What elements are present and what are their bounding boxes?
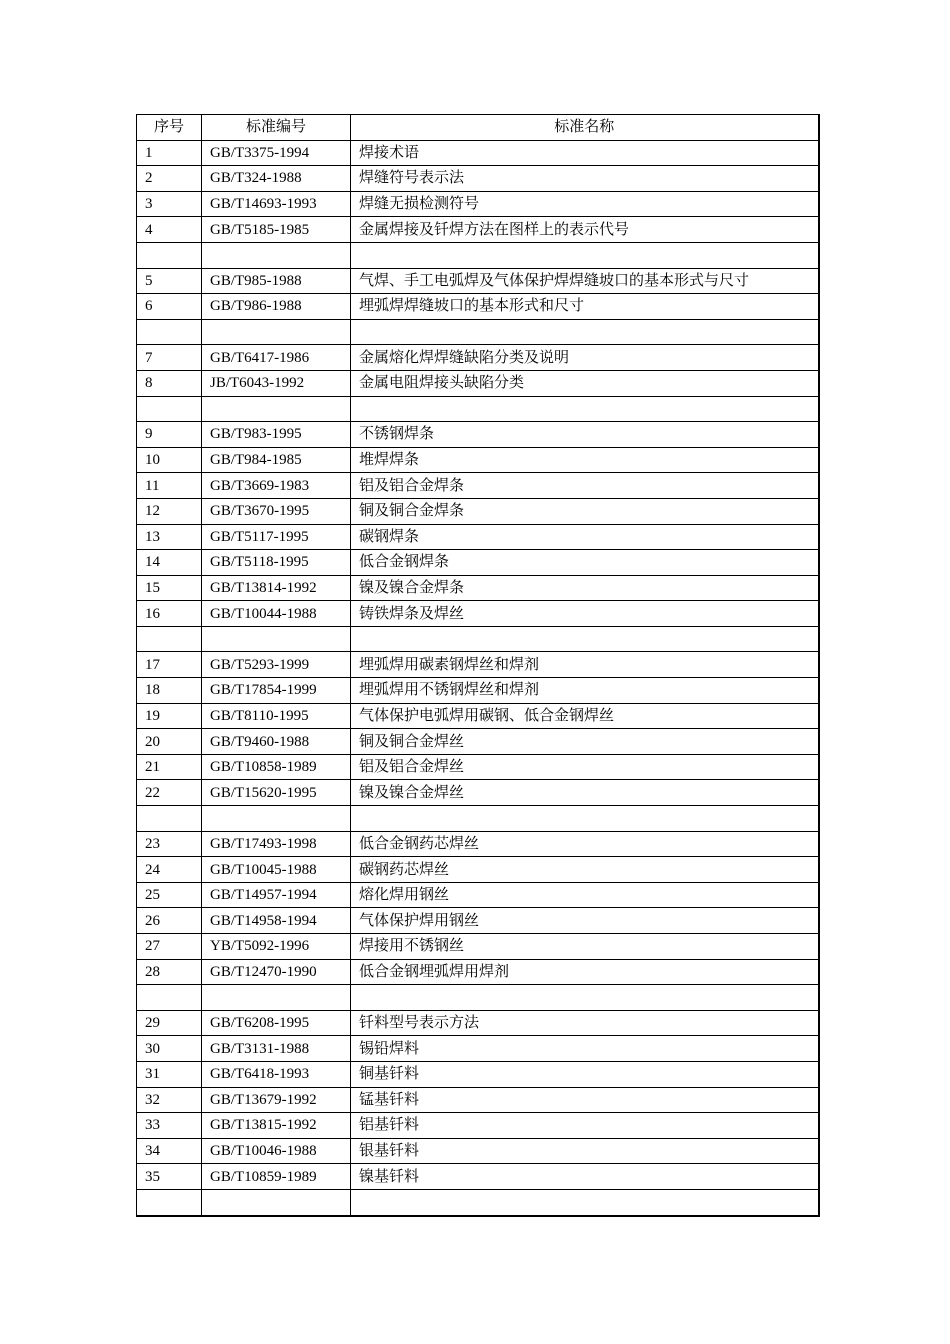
cell-name: 铜及铜合金焊条 (351, 498, 819, 524)
cell-code: GB/T13815-1992 (202, 1113, 351, 1139)
cell-code: GB/T985-1988 (202, 268, 351, 294)
table-row (137, 1036, 819, 1062)
cell-index (137, 319, 202, 345)
cell-name: 铜基钎料 (351, 1061, 819, 1087)
cell-index: 2 (137, 166, 202, 192)
cell-code: GB/T15620-1995 (202, 780, 351, 806)
cell-index: 26 (137, 908, 202, 934)
table-body (137, 140, 819, 1215)
cell-name: 铝及铝合金焊丝 (351, 754, 819, 780)
cell-code: GB/T5293-1999 (202, 652, 351, 678)
cell-index: 18 (137, 678, 202, 704)
cell-index: 24 (137, 857, 202, 883)
cell-index: 33 (137, 1113, 202, 1139)
cell-index: 3 (137, 191, 202, 217)
table-row (137, 422, 819, 448)
cell-name: 埋弧焊用不锈钢焊丝和焊剂 (351, 678, 819, 704)
table-row (137, 934, 819, 960)
cell-code: GB/T10859-1989 (202, 1164, 351, 1190)
table-row (137, 345, 819, 371)
cell-name: 铝及铝合金焊条 (351, 473, 819, 499)
cell-code: GB/T10045-1988 (202, 857, 351, 883)
table-row-blank (137, 626, 819, 652)
cell-name: 镍及镍合金焊条 (351, 575, 819, 601)
cell-index: 12 (137, 498, 202, 524)
table-row (137, 575, 819, 601)
cell-name: 不锈钢焊条 (351, 422, 819, 448)
cell-index: 11 (137, 473, 202, 499)
table-row (137, 473, 819, 499)
table-row-blank (137, 319, 819, 345)
table-row (137, 857, 819, 883)
cell-name (351, 1189, 819, 1215)
cell-name: 金属电阻焊接头缺陷分类 (351, 370, 819, 396)
cell-name: 熔化焊用钢丝 (351, 882, 819, 908)
table-row (137, 831, 819, 857)
table-row (137, 447, 819, 473)
cell-code: GB/T14693-1993 (202, 191, 351, 217)
table-row (137, 294, 819, 320)
table-row (137, 217, 819, 243)
cell-name: 焊接术语 (351, 140, 819, 166)
cell-code: GB/T3670-1995 (202, 498, 351, 524)
cell-code: GB/T10858-1989 (202, 754, 351, 780)
table-row (137, 678, 819, 704)
cell-index: 19 (137, 703, 202, 729)
cell-index: 22 (137, 780, 202, 806)
cell-index (137, 1189, 202, 1215)
table-row (137, 1138, 819, 1164)
table-row (137, 703, 819, 729)
cell-index: 15 (137, 575, 202, 601)
cell-name: 铝基钎料 (351, 1113, 819, 1139)
cell-name: 钎料型号表示方法 (351, 1010, 819, 1036)
table-row (137, 370, 819, 396)
cell-name (351, 242, 819, 268)
cell-index: 17 (137, 652, 202, 678)
table-row (137, 498, 819, 524)
cell-name: 低合金钢药芯焊丝 (351, 831, 819, 857)
cell-code: GB/T5185-1985 (202, 217, 351, 243)
table-row (137, 1113, 819, 1139)
cell-name: 镍及镍合金焊丝 (351, 780, 819, 806)
cell-name: 低合金钢焊条 (351, 550, 819, 576)
cell-index: 35 (137, 1164, 202, 1190)
cell-code: GB/T5117-1995 (202, 524, 351, 550)
cell-code: GB/T9460-1988 (202, 729, 351, 755)
cell-name (351, 396, 819, 422)
cell-code (202, 985, 351, 1011)
cell-code: JB/T6043-1992 (202, 370, 351, 396)
cell-index: 13 (137, 524, 202, 550)
cell-code: GB/T12470-1990 (202, 959, 351, 985)
cell-name (351, 806, 819, 832)
cell-index (137, 985, 202, 1011)
cell-code: GB/T14957-1994 (202, 882, 351, 908)
table-row (137, 524, 819, 550)
table-row (137, 601, 819, 627)
cell-name: 金属熔化焊焊缝缺陷分类及说明 (351, 345, 819, 371)
cell-name: 气焊、手工电弧焊及气体保护焊焊缝坡口的基本形式与尺寸 (351, 268, 819, 294)
standards-table (136, 114, 820, 1217)
cell-name: 锡铅焊料 (351, 1036, 819, 1062)
cell-index: 16 (137, 601, 202, 627)
cell-name (351, 985, 819, 1011)
cell-index: 31 (137, 1061, 202, 1087)
cell-code: GB/T14958-1994 (202, 908, 351, 934)
table-row (137, 550, 819, 576)
table-row (137, 166, 819, 192)
header-index: 序号 (137, 115, 202, 141)
cell-code: YB/T5092-1996 (202, 934, 351, 960)
cell-code (202, 242, 351, 268)
cell-name: 碳钢药芯焊丝 (351, 857, 819, 883)
cell-name: 埋弧焊用碳素钢焊丝和焊剂 (351, 652, 819, 678)
cell-index: 21 (137, 754, 202, 780)
cell-code (202, 396, 351, 422)
cell-index: 8 (137, 370, 202, 396)
cell-index: 32 (137, 1087, 202, 1113)
table-row (137, 729, 819, 755)
cell-index: 30 (137, 1036, 202, 1062)
table-row-blank (137, 1189, 819, 1215)
cell-name: 金属焊接及钎焊方法在图样上的表示代号 (351, 217, 819, 243)
cell-name: 镍基钎料 (351, 1164, 819, 1190)
cell-name: 铜及铜合金焊丝 (351, 729, 819, 755)
table-row-blank (137, 396, 819, 422)
cell-code: GB/T13679-1992 (202, 1087, 351, 1113)
cell-name: 焊接用不锈钢丝 (351, 934, 819, 960)
cell-code: GB/T10044-1988 (202, 601, 351, 627)
cell-index: 6 (137, 294, 202, 320)
cell-name: 焊缝符号表示法 (351, 166, 819, 192)
cell-name: 气体保护电弧焊用碳钢、低合金钢焊丝 (351, 703, 819, 729)
cell-code: GB/T3375-1994 (202, 140, 351, 166)
cell-index: 1 (137, 140, 202, 166)
cell-name: 焊缝无损检测符号 (351, 191, 819, 217)
cell-code: GB/T10046-1988 (202, 1138, 351, 1164)
cell-code: GB/T6208-1995 (202, 1010, 351, 1036)
header-code: 标准编号 (202, 115, 351, 141)
cell-name: 低合金钢埋弧焊用焊剂 (351, 959, 819, 985)
table-row (137, 191, 819, 217)
cell-index: 23 (137, 831, 202, 857)
cell-index: 9 (137, 422, 202, 448)
cell-index (137, 396, 202, 422)
cell-index: 29 (137, 1010, 202, 1036)
cell-name: 碳钢焊条 (351, 524, 819, 550)
cell-index: 5 (137, 268, 202, 294)
cell-index: 14 (137, 550, 202, 576)
cell-name: 堆焊焊条 (351, 447, 819, 473)
cell-name: 气体保护焊用钢丝 (351, 908, 819, 934)
cell-index (137, 806, 202, 832)
cell-index: 28 (137, 959, 202, 985)
cell-name: 锰基钎料 (351, 1087, 819, 1113)
table-row-blank (137, 806, 819, 832)
table-row (137, 652, 819, 678)
cell-index: 25 (137, 882, 202, 908)
cell-name: 银基钎料 (351, 1138, 819, 1164)
cell-index: 27 (137, 934, 202, 960)
cell-code: GB/T8110-1995 (202, 703, 351, 729)
cell-code: GB/T17493-1998 (202, 831, 351, 857)
cell-name: 埋弧焊焊缝坡口的基本形式和尺寸 (351, 294, 819, 320)
cell-name (351, 626, 819, 652)
cell-name (351, 319, 819, 345)
cell-code: GB/T986-1988 (202, 294, 351, 320)
cell-code: GB/T5118-1995 (202, 550, 351, 576)
cell-code: GB/T6417-1986 (202, 345, 351, 371)
table-row (137, 780, 819, 806)
cell-code: GB/T3669-1983 (202, 473, 351, 499)
cell-code: GB/T3131-1988 (202, 1036, 351, 1062)
cell-index (137, 626, 202, 652)
table-row (137, 959, 819, 985)
cell-code: GB/T983-1995 (202, 422, 351, 448)
table-row (137, 140, 819, 166)
cell-index (137, 242, 202, 268)
table-row-blank (137, 985, 819, 1011)
cell-code (202, 806, 351, 832)
cell-index: 4 (137, 217, 202, 243)
table-header-row (137, 115, 819, 141)
cell-code: GB/T13814-1992 (202, 575, 351, 601)
cell-index: 20 (137, 729, 202, 755)
table-row (137, 268, 819, 294)
cell-index: 10 (137, 447, 202, 473)
cell-code: GB/T17854-1999 (202, 678, 351, 704)
cell-code (202, 319, 351, 345)
table-row (137, 1061, 819, 1087)
cell-code (202, 626, 351, 652)
table-row (137, 754, 819, 780)
cell-code: GB/T324-1988 (202, 166, 351, 192)
table-row (137, 882, 819, 908)
cell-index: 34 (137, 1138, 202, 1164)
cell-code: GB/T6418-1993 (202, 1061, 351, 1087)
table-row (137, 908, 819, 934)
cell-index: 7 (137, 345, 202, 371)
cell-code: GB/T984-1985 (202, 447, 351, 473)
table-row (137, 1010, 819, 1036)
header-name: 标准名称 (351, 115, 819, 141)
table-row (137, 1087, 819, 1113)
table-row-blank (137, 242, 819, 268)
cell-name: 铸铁焊条及焊丝 (351, 601, 819, 627)
cell-code (202, 1189, 351, 1215)
table-row (137, 1164, 819, 1190)
